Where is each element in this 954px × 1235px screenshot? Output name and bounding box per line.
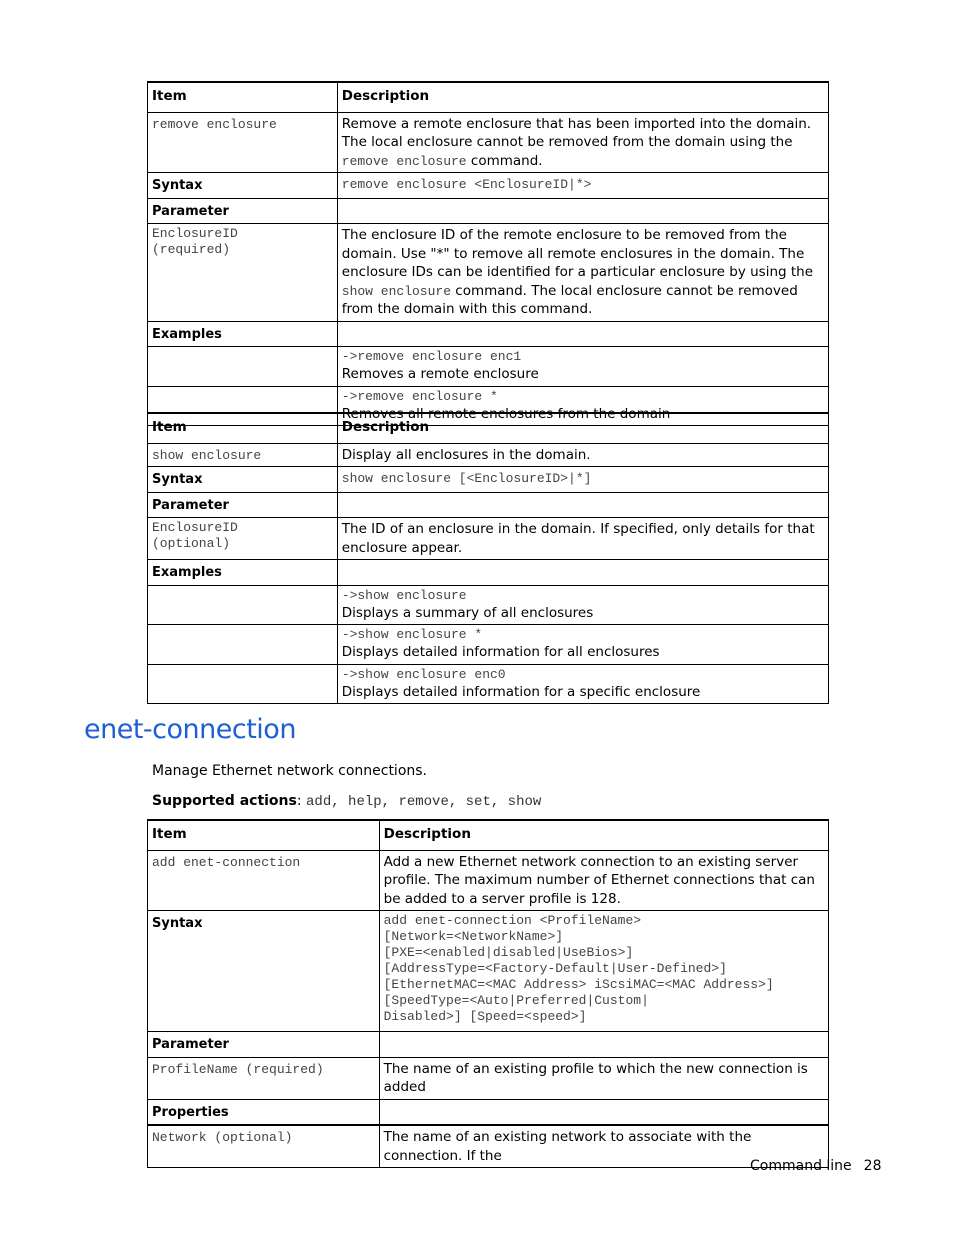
table-row [148, 1057, 829, 1099]
example-text: Displays detailed information for a specific enclosure [341, 683, 701, 700]
property-description: The name of an existing network to associate with the connection. If the [379, 1125, 828, 1168]
parameter-label: Parameter [148, 1032, 380, 1058]
command-cell [148, 443, 338, 467]
header-description: Description [379, 820, 828, 850]
header-item: Item [148, 82, 338, 112]
section-title: enet-connection [84, 714, 296, 745]
header-description: Description [337, 413, 828, 443]
property-name: Network (optional) [152, 1130, 293, 1145]
actions-separator: : [296, 793, 307, 809]
empty-cell [337, 492, 828, 518]
header-item: Item [148, 820, 380, 850]
command-description: Add a new Ethernet network connection to an existing server profile. The maximum number of Ethernet connections that can be added to a server profile is 128. [379, 850, 828, 911]
syntax-line: [AddressType=<Factory-Default|User-Defined>] [383, 961, 727, 976]
table-row [148, 1099, 829, 1125]
table-row [148, 492, 829, 518]
actions-label: Supported actions [152, 793, 297, 809]
table-row [148, 467, 829, 493]
empty-cell [379, 1032, 828, 1058]
table-header-row [148, 820, 829, 850]
table-row [148, 1125, 829, 1168]
table-row [148, 518, 829, 560]
header-description: Description [337, 82, 828, 112]
property-name-cell [148, 1125, 380, 1168]
actions-list: add, help, remove, set, show [306, 794, 542, 810]
table-row [148, 224, 829, 322]
example-text: Displays a summary of all enclosures [341, 604, 594, 621]
param-name-cell [148, 518, 338, 560]
table-row [148, 173, 829, 199]
footer-section: Command line [750, 1158, 852, 1174]
empty-cell [337, 321, 828, 347]
examples-label: Examples [148, 560, 338, 586]
example-cell [337, 347, 828, 387]
example-text: Removes a remote enclosure [341, 366, 539, 382]
table-header-row [148, 413, 829, 443]
example-code: ->remove enclosure * [341, 388, 498, 404]
command-description: Display all enclosures in the domain. [337, 443, 828, 467]
section-intro: Manage Ethernet network connections. [152, 763, 428, 779]
page-number: 28 [863, 1158, 882, 1174]
syntax-cell [379, 911, 828, 1032]
desc-text: Remove a remote enclosure that has been imported into the domain. The local enclosure cannot be removed from the domain using the [341, 115, 812, 150]
syntax-text: remove enclosure <EnclosureID|*> [341, 177, 592, 192]
empty-cell [337, 198, 828, 224]
table-row [148, 443, 829, 467]
table-row [148, 560, 829, 586]
syntax-line: Disabled>] [Speed=<speed>] [383, 1009, 587, 1024]
table-row [148, 850, 829, 911]
syntax-cell [337, 467, 828, 493]
syntax-line: add enet-connection <ProfileName> [383, 913, 642, 928]
command-name: remove enclosure [152, 116, 277, 132]
param-name: EnclosureID [152, 520, 238, 535]
example-row [148, 664, 829, 704]
param-name: EnclosureID [152, 226, 238, 241]
example-row [148, 347, 829, 387]
page-footer [750, 1158, 882, 1174]
example-text: Displays detailed information for all enclosures [341, 644, 660, 660]
show-enclosure-table [147, 412, 829, 704]
syntax-line: [Network=<NetworkName>] [383, 929, 564, 944]
param-name-cell [148, 1057, 380, 1099]
empty-cell [148, 625, 338, 665]
command-cell [148, 112, 338, 173]
syntax-text: show enclosure [<EnclosureID>|*] [341, 471, 592, 486]
desc-text: The enclosure ID of the remote enclosure to be removed from the domain. Use "*" to remove all remote enclosures in the domain. The enclosure IDs can be identified for a particular enclosure by using the [341, 227, 814, 280]
command-name: add enet-connection [152, 854, 301, 870]
parameter-label: Parameter [148, 492, 338, 518]
example-code: ->show enclosure [341, 587, 467, 603]
command-description [337, 112, 828, 173]
table-row [148, 198, 829, 224]
param-name-cell [148, 224, 338, 322]
table-row [148, 321, 829, 347]
syntax-line: [PXE=<enabled|disabled|UseBios>] [383, 945, 634, 960]
syntax-label: Syntax [148, 467, 338, 493]
syntax-line: [SpeedType=<Auto|Preferred|Custom| [383, 993, 649, 1008]
syntax-line: [EthernetMAC=<MAC Address> iScsiMAC=<MAC Address>] [383, 977, 774, 992]
empty-cell [148, 585, 338, 625]
parameter-label: Parameter [148, 198, 338, 224]
example-row [148, 625, 829, 665]
desc-code: show enclosure [341, 283, 451, 299]
example-code: ->show enclosure enc0 [341, 666, 506, 682]
example-code: ->show enclosure * [341, 627, 483, 642]
desc-text-end: command. The local enclosure cannot be removed from the domain with this command. [341, 282, 798, 317]
example-cell [337, 625, 828, 665]
command-name: show enclosure [152, 447, 262, 463]
remove-enclosure-table [147, 81, 829, 426]
desc-text-end: command. [466, 152, 543, 169]
supported-actions [152, 793, 541, 810]
table-header-row [148, 82, 829, 112]
header-item: Item [148, 413, 338, 443]
syntax-label: Syntax [148, 173, 338, 199]
example-cell [337, 585, 828, 625]
param-description: The ID of an enclosure in the domain. If specified, only details for that enclosure appear. [337, 518, 828, 560]
add-enet-connection-table [147, 819, 829, 1168]
empty-cell [148, 347, 338, 387]
syntax-label: Syntax [148, 911, 380, 1032]
param-name: ProfileName (required) [152, 1061, 324, 1077]
table-row [148, 911, 829, 1032]
desc-code: remove enclosure [341, 153, 467, 169]
param-qualifier: (optional) [152, 536, 231, 551]
example-text: Removes all remote enclosures from the domain [341, 405, 671, 422]
empty-cell [148, 664, 338, 704]
empty-cell [379, 1099, 828, 1125]
properties-label: Properties [148, 1099, 380, 1125]
syntax-cell [337, 173, 828, 199]
example-code: ->remove enclosure enc1 [341, 349, 522, 364]
param-description [337, 224, 828, 322]
command-cell [148, 850, 380, 911]
examples-label: Examples [148, 321, 338, 347]
param-description: The name of an existing profile to which the new connection is added [379, 1057, 828, 1099]
example-cell [337, 664, 828, 704]
table-row [148, 112, 829, 173]
table-row [148, 1032, 829, 1058]
example-row [148, 585, 829, 625]
param-qualifier: (required) [152, 242, 231, 257]
empty-cell [337, 560, 828, 586]
